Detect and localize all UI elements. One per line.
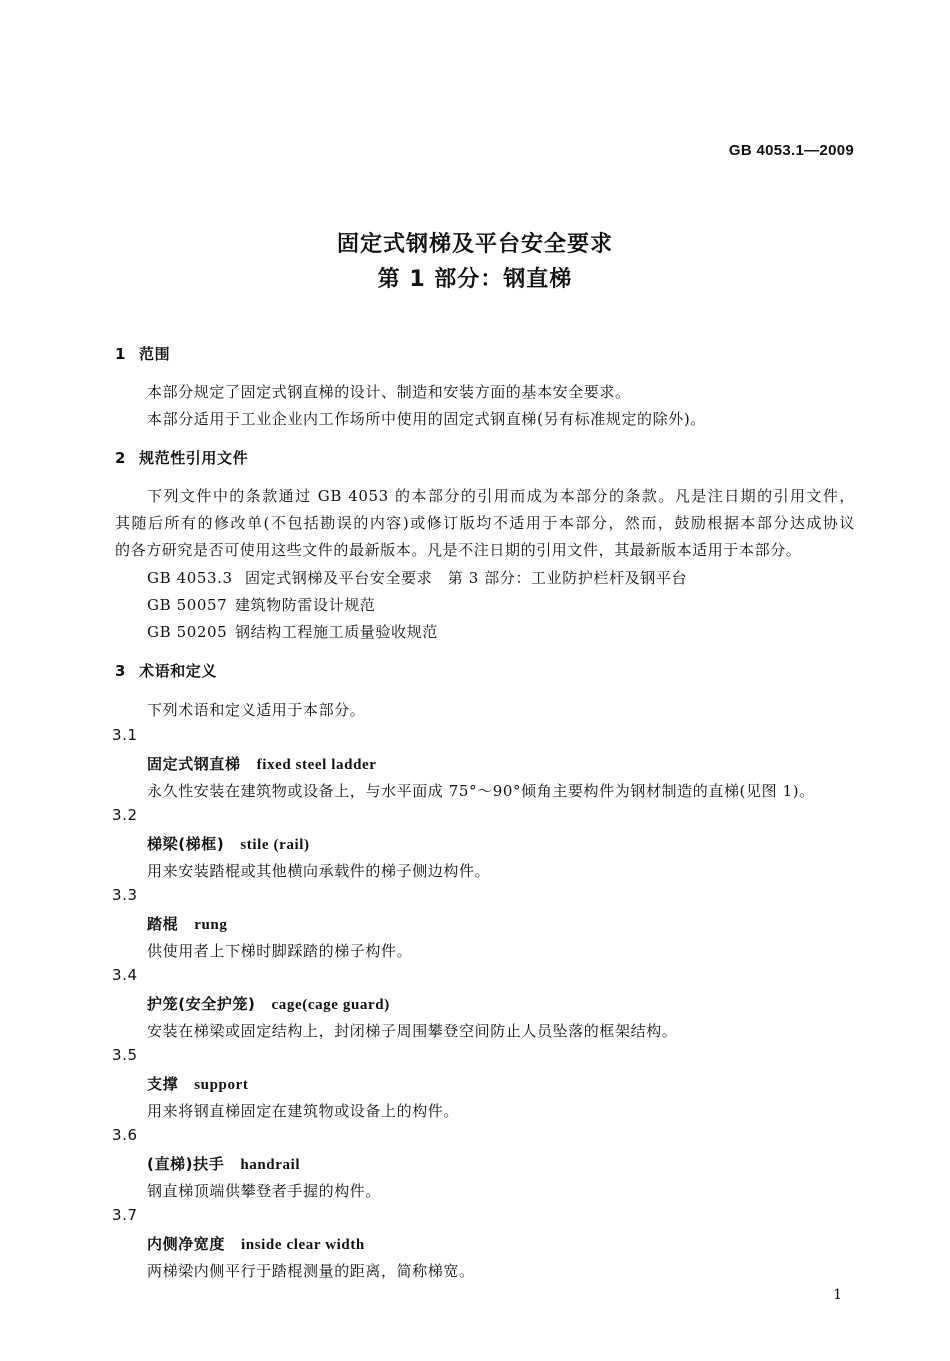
clause-number: 3.5 xyxy=(112,1046,138,1064)
term-zh: 护笼(安全护笼) xyxy=(147,995,256,1013)
term-zh: 支撑 xyxy=(147,1075,179,1093)
term-definition: 供使用者上下梯时脚踩踏的梯子构件。 xyxy=(147,942,413,960)
clause-number: 3.3 xyxy=(112,886,138,904)
reference-item xyxy=(147,567,687,588)
reference-item xyxy=(147,621,438,642)
clause-number: 3.4 xyxy=(112,966,138,984)
reference-title: 固定式钢梯及平台安全要求 第 3 部分：工业防护栏杆及钢平台 xyxy=(245,569,688,587)
paragraph-line: 下列文件中的条款通过 GB 4053 的本部分的引用而成为本部分的条款。凡是注日期的引用文件， xyxy=(147,487,855,505)
clause-number: 3.6 xyxy=(112,1126,138,1144)
term-definition: 永久性安装在建筑物或设备上，与水平面成 75°～90°倾角主要构件为钢材制造的直梯(见图 1)。 xyxy=(147,782,815,800)
term-en: support xyxy=(194,1077,249,1093)
term-en: stile (rail) xyxy=(240,837,310,853)
paragraph-line: 其随后所有的修改单(不包括勘误的内容)或修订版均不适用于本部分，然而，鼓励根据本部分达成协议 xyxy=(115,514,855,532)
term-en: inside clear width xyxy=(241,1237,365,1253)
term xyxy=(147,1233,365,1254)
section-3-heading xyxy=(115,660,217,681)
reference-item xyxy=(147,594,375,615)
reference-title: 钢结构工程施工质量验收规范 xyxy=(235,623,438,641)
paragraph: 本部分适用于工业企业内工作场所中使用的固定式钢直梯(另有标准规定的除外)。 xyxy=(147,410,706,428)
term-definition: 用来将钢直梯固定在建筑物或设备上的构件。 xyxy=(147,1102,460,1120)
document-subtitle: 第 1 部分：钢直梯 xyxy=(377,267,573,292)
clause-number: 3.2 xyxy=(112,806,138,824)
term-zh: 内侧净宽度 xyxy=(147,1235,226,1253)
paragraph: 本部分规定了固定式钢直梯的设计、制造和安装方面的基本安全要求。 xyxy=(147,383,631,401)
term-definition: 用来安装踏棍或其他横向承载件的梯子侧边构件。 xyxy=(147,862,491,880)
section-title: 术语和定义 xyxy=(139,662,218,680)
document-title: 固定式钢梯及平台安全要求 xyxy=(336,232,613,257)
term-en: fixed steel ladder xyxy=(256,757,377,773)
term xyxy=(147,1153,300,1174)
section-number: 1 xyxy=(115,345,127,363)
section-2-heading xyxy=(115,447,248,468)
term-definition: 两梯梁内侧平行于踏棍测量的距离，简称梯宽。 xyxy=(147,1262,475,1280)
term xyxy=(147,993,390,1014)
term-zh: (直梯)扶手 xyxy=(147,1155,225,1173)
clause-number: 3.7 xyxy=(112,1206,138,1224)
section-title: 规范性引用文件 xyxy=(139,449,249,467)
term xyxy=(147,833,310,854)
term-en: handrail xyxy=(240,1157,301,1173)
reference-code: GB 50057 xyxy=(147,596,228,614)
term xyxy=(147,753,377,774)
standard-code: GB 4053.1—2009 xyxy=(728,142,854,159)
page-number: 1 xyxy=(833,1287,842,1303)
paragraph: 下列术语和定义适用于本部分。 xyxy=(147,701,366,719)
term-definition: 钢直梯顶端供攀登者手握的构件。 xyxy=(147,1182,382,1200)
term-en: cage(cage guard) xyxy=(271,997,390,1013)
term-zh: 梯梁(梯框) xyxy=(147,835,225,853)
term-en: rung xyxy=(194,917,228,933)
paragraph-line: 的各方研究是否可使用这些文件的最新版本。凡是不注日期的引用文件，其最新版本适用于本部分。 xyxy=(115,541,802,559)
term xyxy=(147,1073,248,1094)
term-definition: 安装在梯梁或固定结构上，封闭梯子周围攀登空间防止人员坠落的框架结构。 xyxy=(147,1022,678,1040)
term-zh: 踏棍 xyxy=(147,915,179,933)
section-number: 2 xyxy=(115,449,127,467)
section-number: 3 xyxy=(115,662,127,680)
section-1-heading xyxy=(115,343,170,364)
reference-code: GB 50205 xyxy=(147,623,228,641)
term-zh: 固定式钢直梯 xyxy=(147,755,241,773)
section-title: 范围 xyxy=(139,345,171,363)
term xyxy=(147,913,227,934)
reference-code: GB 4053.3 xyxy=(147,569,233,587)
clause-number: 3.1 xyxy=(112,726,138,744)
reference-title: 建筑物防雷设计规范 xyxy=(235,596,376,614)
